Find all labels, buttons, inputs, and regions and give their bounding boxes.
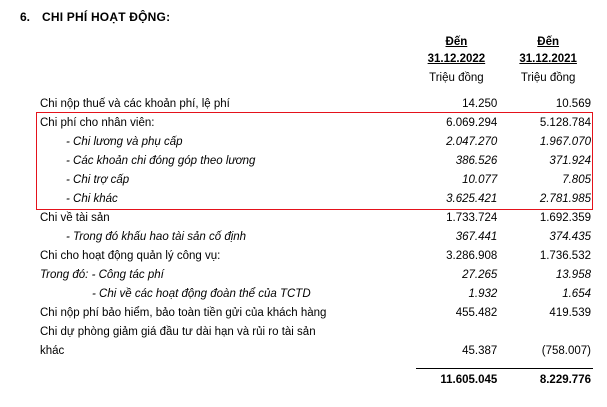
table-row bbox=[14, 133, 593, 152]
row-value-2022: 455.482 bbox=[455, 307, 498, 319]
row-label: Chi cho hoạt động quản lý công vụ: bbox=[40, 250, 221, 262]
header-col2-cell bbox=[505, 34, 593, 88]
row-value-2022 bbox=[416, 323, 506, 342]
table-row bbox=[14, 190, 593, 209]
table-row bbox=[14, 247, 593, 266]
row-label: Trong đó: - Công tác phí bbox=[40, 269, 164, 281]
table-row bbox=[14, 152, 593, 171]
row-label: khác bbox=[40, 345, 65, 357]
table-row bbox=[14, 323, 593, 342]
row-value-2021: 5.128.784 bbox=[539, 117, 591, 129]
header-col1-cell bbox=[416, 34, 506, 88]
row-label: Chi phí cho nhân viên: bbox=[40, 117, 155, 129]
section-heading bbox=[20, 10, 593, 24]
table-row bbox=[14, 266, 593, 285]
row-value-2021: (758.007) bbox=[541, 345, 591, 357]
total-row bbox=[14, 369, 593, 391]
row-label: - Chi trợ cấp bbox=[66, 174, 130, 186]
row-value-2021: 419.539 bbox=[549, 307, 591, 319]
header-label-cell bbox=[14, 34, 416, 88]
header-col2-date: 31.12.2021 bbox=[519, 53, 577, 65]
spacer-cell-1 bbox=[14, 88, 416, 95]
table-row bbox=[14, 171, 593, 190]
table-header-row bbox=[14, 34, 593, 88]
spacer-cell-1 bbox=[14, 361, 416, 369]
row-value-2022: 6.069.294 bbox=[446, 117, 498, 129]
row-value-2021: 7.805 bbox=[562, 174, 591, 186]
spacer-cell-2 bbox=[416, 361, 506, 369]
row-value-2022: 14.250 bbox=[462, 98, 498, 110]
spacer-cell-3 bbox=[505, 361, 593, 369]
spacer-row bbox=[14, 88, 593, 95]
row-value-2021: 2.781.985 bbox=[539, 193, 591, 205]
total-value-2021: 8.229.776 bbox=[505, 369, 593, 391]
row-value-2022: 1.932 bbox=[468, 288, 498, 300]
table-row bbox=[14, 114, 593, 133]
table-row bbox=[14, 228, 593, 247]
header-col2-line1: Đến bbox=[537, 36, 560, 48]
row-label: - Chi lương và phụ cấp bbox=[66, 136, 183, 148]
total-value-2022: 11.605.045 bbox=[416, 369, 506, 391]
header-col1-line1: Đến bbox=[445, 36, 468, 48]
table-row bbox=[14, 209, 593, 228]
row-label: - Trong đó khấu hao tài sản cố định bbox=[66, 231, 247, 243]
spacer-row bbox=[14, 361, 593, 369]
row-value-2022: 3.625.421 bbox=[446, 193, 498, 205]
row-label: - Các khoản chi đóng góp theo lương bbox=[66, 155, 256, 167]
total-label bbox=[14, 369, 416, 391]
table-row bbox=[14, 95, 593, 114]
row-value-2021: 13.958 bbox=[555, 269, 591, 281]
row-value-2022: 2.047.270 bbox=[446, 136, 498, 148]
operating-expenses-table bbox=[14, 34, 593, 390]
table-row bbox=[14, 304, 593, 323]
row-value-2022: 3.286.908 bbox=[446, 250, 498, 262]
row-label: Chi nộp thuế và các khoản phí, lệ phí bbox=[40, 98, 230, 110]
row-value-2022: 386.526 bbox=[455, 155, 498, 167]
header-col1-date: 31.12.2022 bbox=[427, 53, 486, 65]
row-label: Chi nộp phí bảo hiểm, bảo toàn tiền gửi của khách hàng bbox=[40, 307, 327, 319]
row-label: Chi dự phòng giảm giá đầu tư dài hạn và rủi ro tài sản bbox=[40, 326, 316, 338]
row-value-2021: 374.435 bbox=[549, 231, 591, 243]
table-row bbox=[14, 285, 593, 304]
row-value-2022: 1.733.724 bbox=[446, 212, 498, 224]
section-title: CHI PHÍ HOẠT ĐỘNG: bbox=[42, 10, 171, 24]
row-label: Chi về tài sản bbox=[40, 212, 110, 224]
spacer-cell-3 bbox=[505, 88, 593, 95]
row-value-2021 bbox=[505, 323, 593, 342]
row-value-2021: 10.569 bbox=[555, 98, 591, 110]
row-value-2021: 1.736.532 bbox=[539, 250, 591, 262]
header-col1-unit: Triệu đồng bbox=[429, 72, 484, 84]
row-value-2022: 27.265 bbox=[462, 269, 498, 281]
section-number: 6. bbox=[20, 10, 31, 24]
header-col2-unit: Triệu đồng bbox=[520, 72, 576, 84]
row-value-2022: 367.441 bbox=[455, 231, 498, 243]
table-row bbox=[14, 342, 593, 361]
row-label: - Chi khác bbox=[66, 193, 118, 205]
row-value-2021: 1.654 bbox=[562, 288, 591, 300]
row-label: - Chi về các hoạt động đoàn thể của TCTD bbox=[92, 288, 311, 300]
row-value-2021: 371.924 bbox=[549, 155, 591, 167]
spacer-cell-2 bbox=[416, 88, 506, 95]
row-value-2021: 1.967.070 bbox=[539, 136, 591, 148]
row-value-2022: 45.387 bbox=[462, 345, 498, 357]
row-value-2022: 10.077 bbox=[462, 174, 498, 186]
row-value-2021: 1.692.359 bbox=[539, 212, 591, 224]
